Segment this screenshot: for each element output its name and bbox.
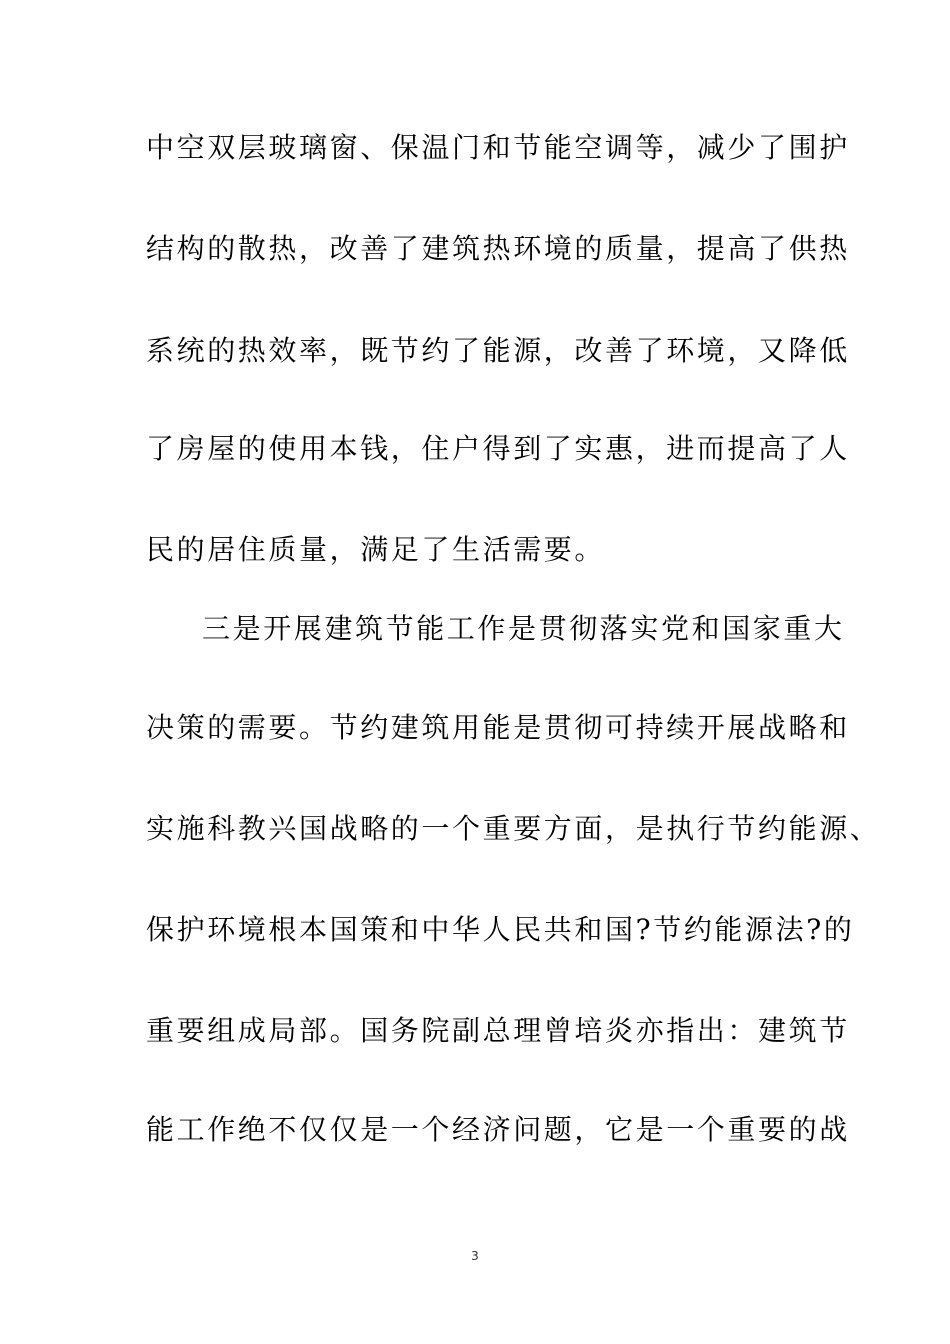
text-line-2: 结构的散热，改善了建筑热环境的质量，提高了供热 xyxy=(146,232,850,265)
text-line-8: 实施科教兴国战略的一个重要方面，是执行节约能源、 xyxy=(146,812,881,845)
page-number: 3 xyxy=(471,1249,479,1263)
text-line-4: 了房屋的使用本钱，住户得到了实惠，进而提高了人 xyxy=(146,432,850,465)
paragraph-start-line: 三是开展建筑节能工作是贯彻落实党和国家重大 xyxy=(202,612,845,645)
text-line-10: 重要组成局部。国务院副总理曾培炎亦指出：建筑节 xyxy=(146,1014,850,1047)
text-line-7: 决策的需要。节约建筑用能是贯彻可持续开展战略和 xyxy=(146,711,850,744)
text-line-9: 保护环境根本国策和中华人民共和国?节约能源法?的 xyxy=(146,913,855,946)
text-line-3: 系统的热效率，既节约了能源，改善了环境，又降低 xyxy=(146,334,850,367)
text-line-5: 民的居住质量，满足了生活需要。 xyxy=(146,533,606,566)
text-line-11: 能工作绝不仅仅是一个经济问题，它是一个重要的战 xyxy=(146,1113,850,1146)
text-line-1: 中空双层玻璃窗、保温门和节能空调等，减少了围护 xyxy=(146,131,850,164)
